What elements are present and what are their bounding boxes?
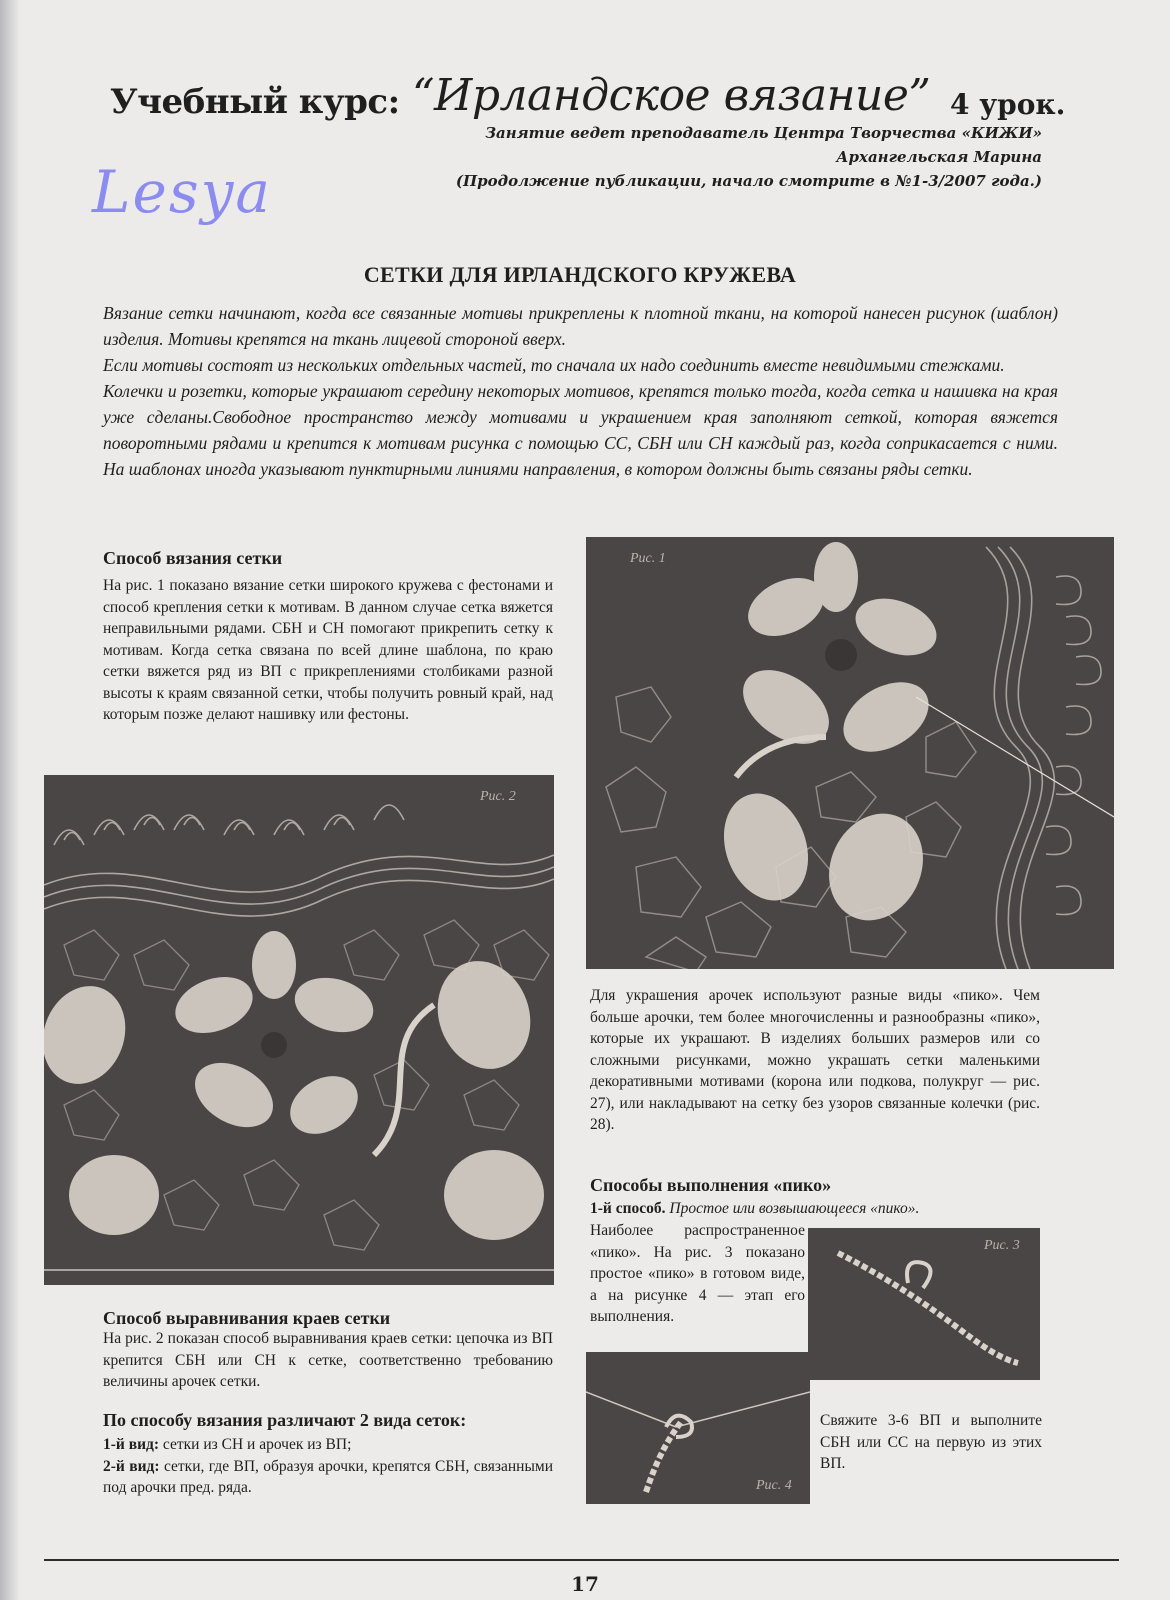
type-1-item (103, 1434, 553, 1456)
method-text: На рис. 1 показано вязание сетки широкого кружева с фестонами и способ крепления сетки к мотивам. В данном случае сетка вяжется неправильными рядами. СБН и СН помогают прикрепить сетку к мотивам. Когда сетка связана по всей длине шаблона, по краю сетки вяжется ряд из ВП с прикреплениями столбиками разной высоты к краям связанной сетки, чтобы получить ровный край, над которым позже делают нашивку или фестоны. (103, 577, 553, 723)
figure-2-photo (44, 775, 554, 1285)
picot-caption: Свяжите 3-6 ВП и выполните СБН или СС на первую из этих ВП. (820, 1412, 1042, 1472)
section-title: СЕТКИ ДЛЯ ИРЛАНДСКОГО КРУЖЕВА (363, 262, 797, 287)
credit-teacher: Занятие ведет преподаватель Центра Творчества «КИЖИ» (485, 124, 1042, 142)
type-1-label: 1-й вид: (103, 1436, 160, 1453)
type-2-item (103, 1456, 553, 1499)
course-label: Учебный курс: (110, 82, 400, 122)
type-2-label: 2-й вид: (103, 1457, 160, 1475)
intro-paragraph-2: Если мотивы состоят из нескольких отдельных частей, то сначала их надо соединить вместе невидимыми стежками. (103, 355, 1005, 375)
picot-method-1-label: 1-й способ. (590, 1200, 666, 1217)
figure-4-photo (586, 1352, 810, 1504)
edges-title: Способ выравнивания краев сетки (103, 1308, 391, 1328)
lesson-number: 4 урок. (950, 88, 1066, 121)
picot-method-1-heading (590, 1198, 1045, 1220)
figure-1-photo (586, 537, 1114, 969)
figure-2-lace-illustration (44, 775, 554, 1285)
page-edge-shadow (0, 0, 20, 1600)
type-1-text: сетки из СН и арочек из ВП; (159, 1436, 352, 1453)
picot-method-1-text: Наиболее распространенное «пико». На рис. 3 показано простое «пико» в готовом виде, а на рисунке 4 — этап его выполнения. (590, 1222, 805, 1325)
page-number: 17 (571, 1572, 599, 1596)
intro-paragraph-3: Колечки и розетки, которые украшают середину некоторых мотивов, крепятся только тогда, когда сетка и нашивка на края уже сделаны.Свободное пространство между мотивами и украшением края заполняют сеткой, которая вяжется поворотными рядами и крепится к мотивам рисунка с помощью СС, СБН или СН каждый раз, когда соприкасается с ними. На шаблонах иногда указывают пунктирными линиями направления, в котором должны быть связаны ряды сетки. (103, 381, 1058, 479)
types-title: По способу вязания различают 2 вида сеток: (103, 1410, 467, 1430)
signature-watermark: Lesya (92, 158, 272, 226)
method-title: Способ вязания сетки (103, 548, 283, 568)
credit-continuation: (Продолжение публикации, начало смотрите в №1-3/2007 года.) (455, 172, 1042, 190)
figure-4-label: Рис. 4 (756, 1478, 792, 1493)
figure-1-label: Рис. 1 (630, 551, 666, 566)
course-name: “Ирландское вязание” (412, 70, 931, 121)
edges-text: На рис. 2 показан способ выравнивания краев сетки: цепочка из ВП крепится СБН или СН к сетке, соответственно требованию величины арочек сетки. (103, 1330, 553, 1390)
figure-2-label: Рис. 2 (480, 789, 516, 804)
arches-text: Для украшения арочек используют разные виды «пико». Чем больше арочки, тем более многочисленны и разнообразны «пико», которые их украшают. В изделиях больших размеров или со сложными рисунками, можно украшать сетки маленькими декоративными мотивами (корона или подкова, полукруг — рис. 27), или накладывают на сетку без узоров связанные колечки (рис. 28). (590, 987, 1040, 1133)
footer-rule (44, 1559, 1119, 1561)
figure-3-photo (808, 1228, 1040, 1380)
types-list (103, 1434, 553, 1499)
picot-title: Способы выполнения «пико» (590, 1175, 832, 1195)
type-2-text: сетки, где ВП, образуя арочки, крепятся СБН, связанными под арочки пред. ряда. (103, 1457, 553, 1496)
picot-method-1-subtitle: Простое или возвышающееся «пико». (665, 1200, 920, 1217)
intro-paragraph-1: Вязание сетки начинают, когда все связанные мотивы прикреплены к плотной ткани, на которой нанесен рисунок (шаблон) изделия. Мотивы крепятся на ткань лицевой стороной вверх. (103, 303, 1058, 349)
figure-1-lace-illustration (586, 537, 1114, 969)
figure-3-label: Рис. 3 (984, 1238, 1020, 1253)
intro-text (103, 300, 1058, 482)
credit-name: Архангельская Марина (836, 148, 1042, 166)
